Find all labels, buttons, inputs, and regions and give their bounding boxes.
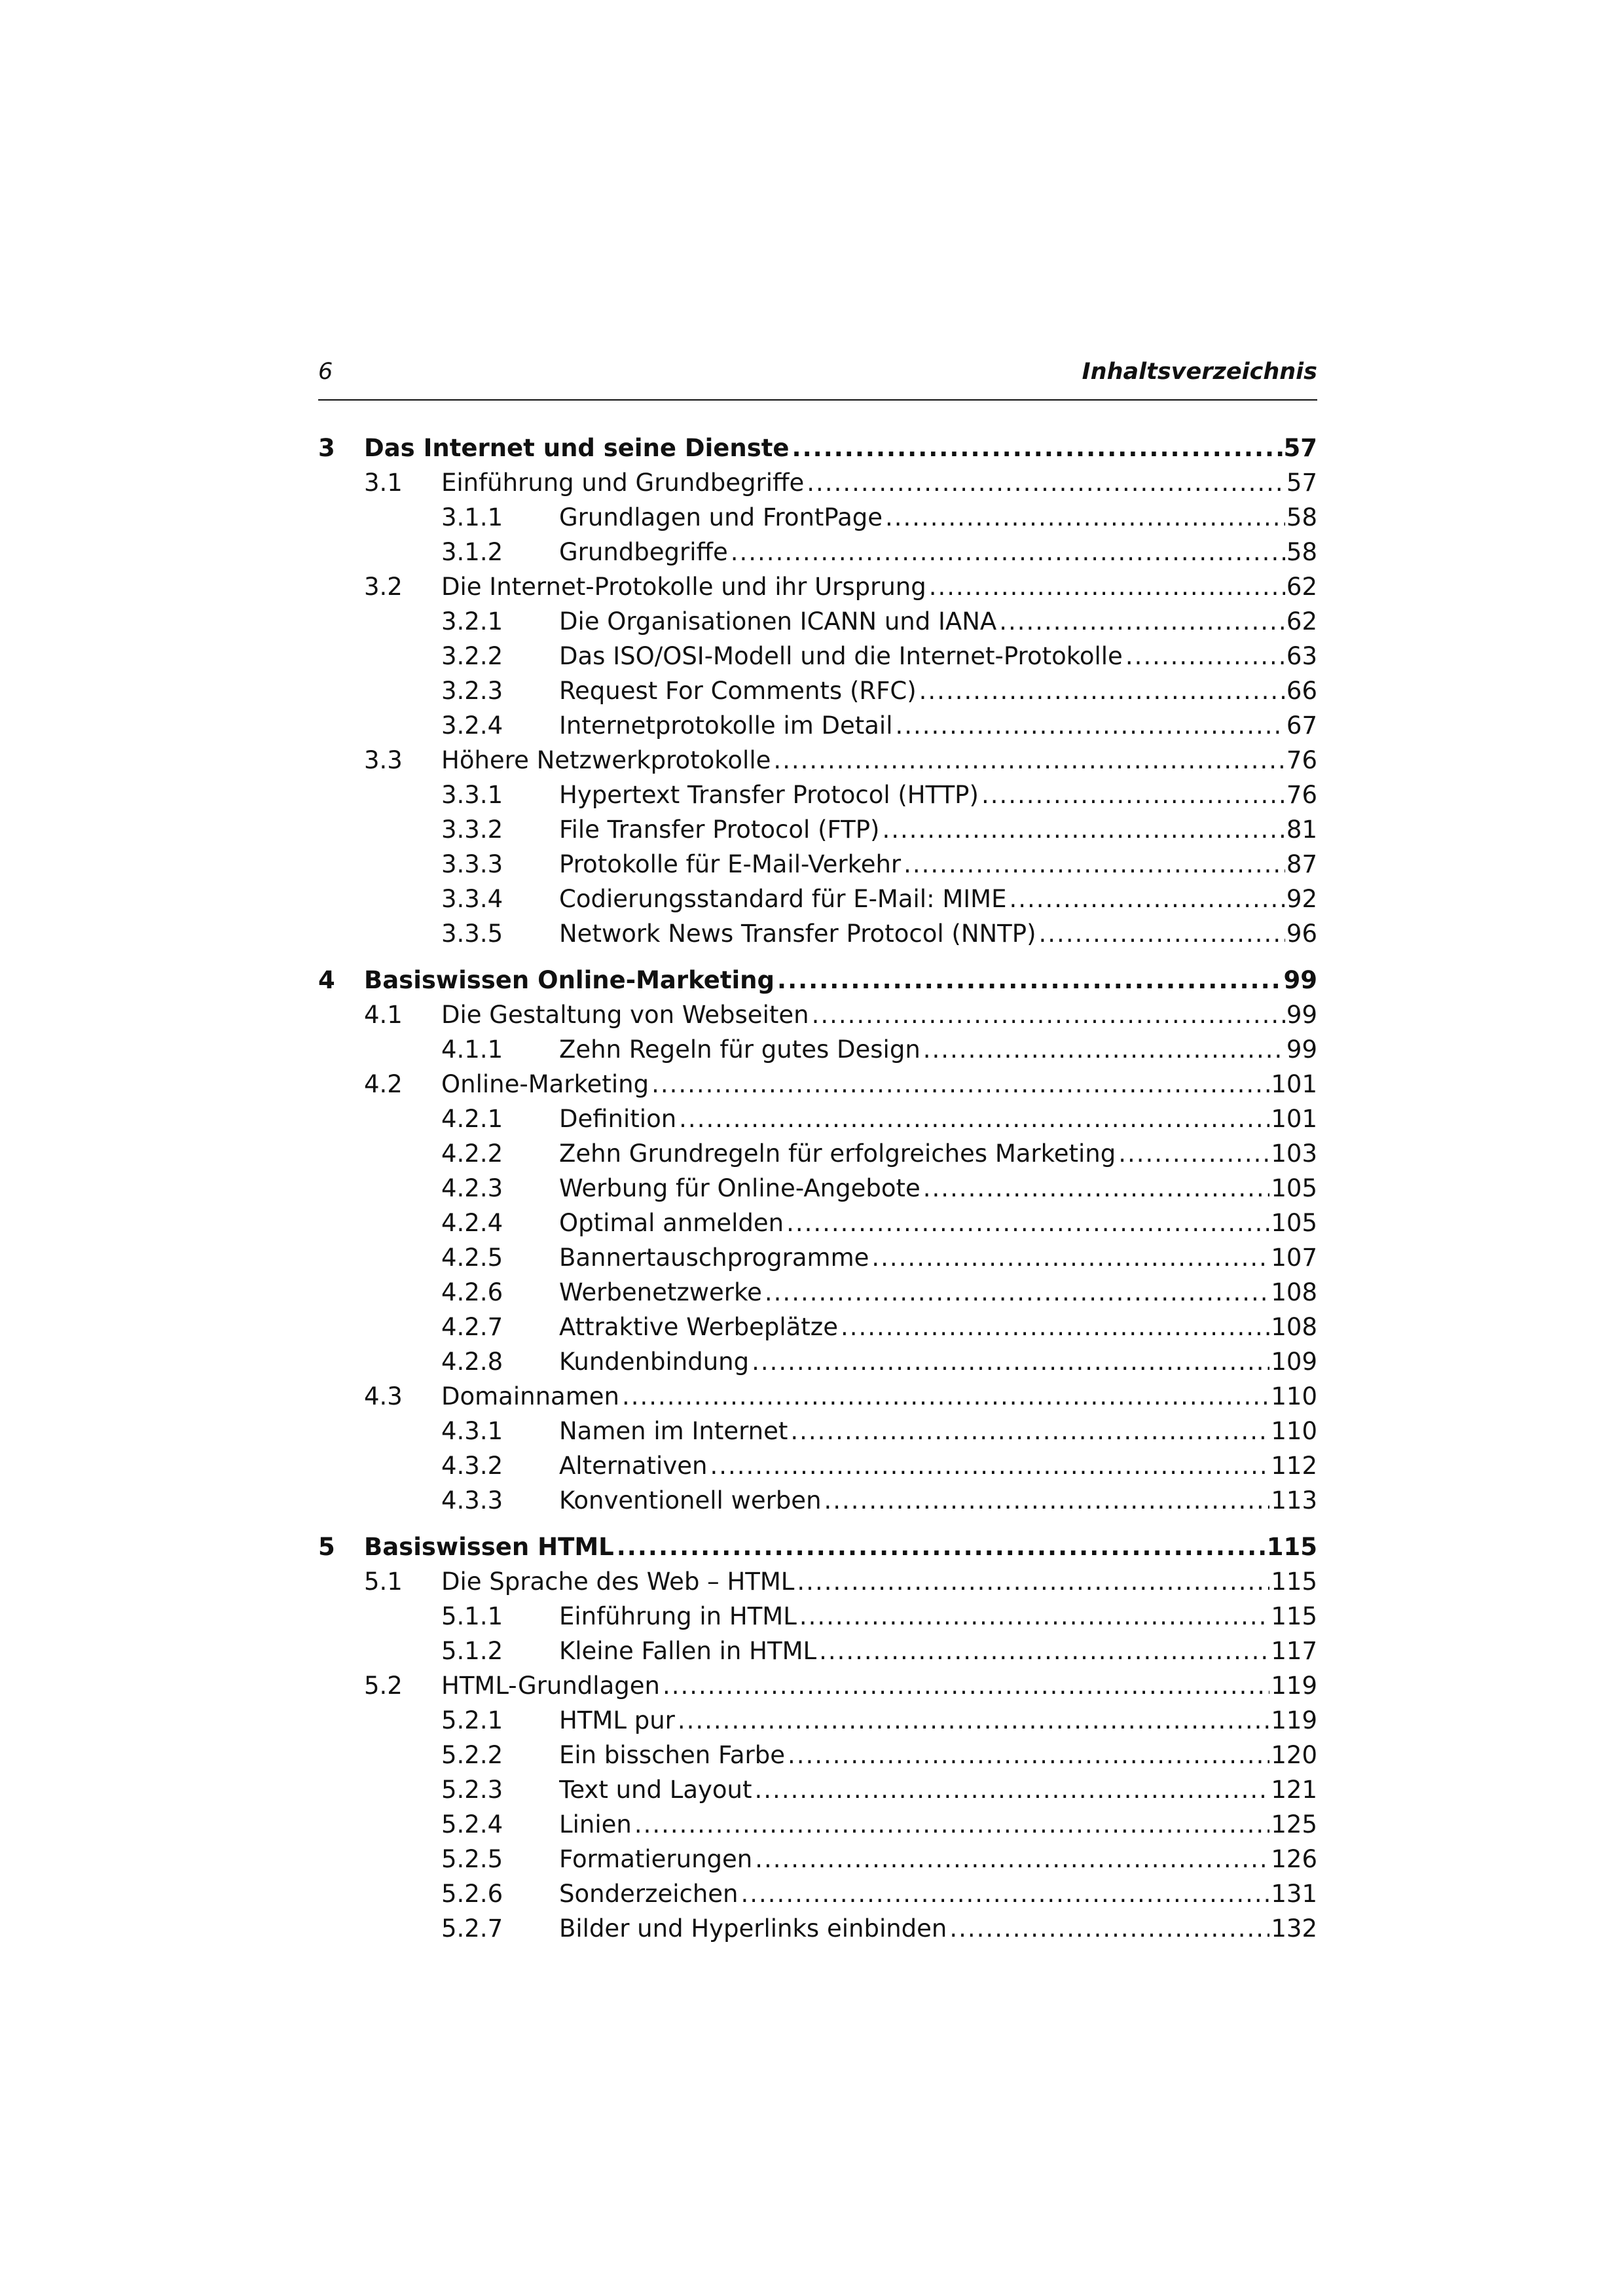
dot-leader [786, 1206, 1269, 1240]
toc-number: 3.2.1 [441, 607, 503, 636]
toc-title: Text und Layout [559, 1776, 752, 1804]
toc-subsection[interactable] [318, 1136, 1317, 1171]
toc-subsection[interactable] [318, 1414, 1317, 1448]
dot-leader [731, 535, 1285, 569]
toc-entry-line [559, 1876, 1317, 1911]
toc-entry-line [559, 1807, 1317, 1842]
toc-title: Kleine Fallen in HTML [559, 1637, 817, 1665]
toc-section[interactable] [318, 1668, 1317, 1703]
dot-leader [777, 963, 1282, 997]
toc-number: 3.3.4 [441, 885, 503, 913]
toc-page-number: 115 [1266, 1533, 1317, 1561]
dot-leader [752, 1344, 1269, 1379]
toc-page-number: 125 [1271, 1810, 1317, 1839]
toc-section[interactable] [318, 1379, 1317, 1414]
toc-title: Definition [559, 1105, 677, 1133]
toc-subsection[interactable] [318, 847, 1317, 882]
page-header [318, 359, 1317, 398]
dot-leader [819, 1634, 1269, 1668]
dot-leader [755, 1772, 1270, 1807]
toc-title: Werbenetzwerke [559, 1278, 762, 1306]
toc-page-number: 117 [1271, 1637, 1317, 1665]
toc-number: 4.2.3 [441, 1174, 503, 1202]
toc-number: 5.1.2 [441, 1637, 503, 1665]
toc-entry-line [559, 1448, 1317, 1483]
toc-section[interactable] [318, 569, 1317, 604]
toc-title: Alternativen [559, 1452, 708, 1480]
dot-leader [634, 1807, 1270, 1842]
toc-page-number: 92 [1286, 885, 1317, 913]
toc-page-number: 112 [1271, 1452, 1317, 1480]
toc-subsection[interactable] [318, 1876, 1317, 1911]
toc-subsection[interactable] [318, 1344, 1317, 1379]
toc-entry-line [559, 916, 1317, 951]
toc-page-number: 121 [1271, 1776, 1317, 1804]
toc-number: 4.1 [364, 1001, 403, 1029]
toc-page-number: 101 [1271, 1105, 1317, 1133]
toc-number: 3.1 [364, 469, 403, 497]
toc-entry-line [364, 1530, 1317, 1564]
toc-number: 4.2.7 [441, 1313, 503, 1341]
toc-entry-line [559, 500, 1317, 535]
toc-subsection[interactable] [318, 1310, 1317, 1344]
toc-page-number: 76 [1286, 781, 1317, 809]
toc-title: Basiswissen HTML [364, 1533, 614, 1561]
toc-entry-line [441, 1379, 1317, 1414]
toc-number: 4.1.1 [441, 1035, 503, 1064]
toc-title: Internetprotokolle im Detail [559, 711, 893, 740]
toc-page-number: 87 [1286, 850, 1317, 878]
toc-subsection[interactable] [318, 1703, 1317, 1738]
toc-title: Kundenbindung [559, 1348, 750, 1376]
toc-title: Optimal anmelden [559, 1209, 784, 1237]
toc-subsection[interactable] [318, 882, 1317, 916]
toc-section[interactable] [318, 1067, 1317, 1102]
toc-entry-line [559, 1171, 1317, 1206]
dot-leader [999, 604, 1285, 639]
toc-entry-line [559, 639, 1317, 673]
toc-page-number: 57 [1283, 434, 1317, 462]
dot-leader [765, 1275, 1269, 1310]
toc-entry-line [441, 1564, 1317, 1599]
dot-leader [679, 1102, 1269, 1136]
table-of-contents [318, 431, 1317, 1946]
toc-number: 5.2.7 [441, 1914, 503, 1943]
dot-leader [923, 1171, 1270, 1206]
toc-number: 5.2.4 [441, 1810, 503, 1839]
toc-title: Linien [559, 1810, 632, 1839]
toc-entry-line [559, 812, 1317, 847]
dot-leader [883, 812, 1285, 847]
toc-page-number: 119 [1271, 1672, 1317, 1700]
toc-number: 3.1.2 [441, 538, 503, 566]
dot-leader [741, 1876, 1270, 1911]
toc-subsection[interactable] [318, 1807, 1317, 1842]
dot-leader [923, 1032, 1285, 1067]
toc-title: Bannertauschprogramme [559, 1244, 869, 1272]
toc-subsection[interactable] [318, 1634, 1317, 1668]
toc-subsection[interactable] [318, 916, 1317, 951]
toc-number: 3.2 [364, 573, 403, 601]
toc-number: 5 [318, 1533, 335, 1561]
toc-section[interactable] [318, 1564, 1317, 1599]
toc-subsection[interactable] [318, 778, 1317, 812]
toc-entry-line [559, 1634, 1317, 1668]
toc-entry-line [559, 778, 1317, 812]
toc-number: 5.1.1 [441, 1602, 503, 1630]
toc-number: 3.3.5 [441, 920, 503, 948]
dot-leader [755, 1842, 1269, 1876]
toc-subsection[interactable] [318, 1171, 1317, 1206]
toc-subsection[interactable] [318, 1448, 1317, 1483]
toc-page-number: 58 [1286, 538, 1317, 566]
toc-page-number: 57 [1286, 469, 1317, 497]
dot-leader [1009, 882, 1285, 916]
toc-page-number: 101 [1271, 1070, 1317, 1098]
dot-leader [1039, 916, 1285, 951]
toc-title: Ein bisschen Farbe [559, 1741, 785, 1769]
toc-page-number: 58 [1286, 503, 1317, 531]
toc-subsection[interactable] [318, 1102, 1317, 1136]
toc-entry-line [559, 1344, 1317, 1379]
toc-entry-line [441, 569, 1317, 604]
toc-page-number: 107 [1271, 1244, 1317, 1272]
dot-leader [678, 1703, 1270, 1738]
toc-subsection[interactable] [318, 1206, 1317, 1240]
toc-number: 4.2.2 [441, 1139, 503, 1168]
toc-title: Bilder und Hyperlinks einbinden [559, 1914, 947, 1943]
dot-leader [773, 743, 1285, 778]
toc-entry-line [441, 743, 1317, 778]
toc-page-number: 103 [1271, 1139, 1317, 1168]
toc-entry-line [559, 1414, 1317, 1448]
toc-title: Attraktive Werbeplätze [559, 1313, 838, 1341]
toc-chapter[interactable] [318, 963, 1317, 997]
toc-title: Codierungsstandard für E-Mail: MIME [559, 885, 1007, 913]
toc-title: Einführung in HTML [559, 1602, 797, 1630]
dot-leader [885, 500, 1285, 535]
toc-page-number: 62 [1286, 573, 1317, 601]
toc-page-number: 132 [1271, 1914, 1317, 1943]
toc-subsection[interactable] [318, 535, 1317, 569]
toc-section[interactable] [318, 743, 1317, 778]
toc-title: Konventionell werben [559, 1486, 822, 1515]
toc-page-number: 99 [1286, 1035, 1317, 1064]
toc-subsection[interactable] [318, 1599, 1317, 1634]
dot-leader [799, 1599, 1270, 1634]
toc-page-number: 113 [1271, 1486, 1317, 1515]
toc-entry-line [559, 1599, 1317, 1634]
toc-subsection[interactable] [318, 639, 1317, 673]
dot-leader [919, 673, 1285, 708]
toc-subsection[interactable] [318, 1240, 1317, 1275]
dot-leader [617, 1530, 1266, 1564]
toc-entry-line [559, 708, 1317, 743]
toc-entry-line [559, 1102, 1317, 1136]
dot-leader [651, 1067, 1269, 1102]
toc-page-number: 81 [1286, 816, 1317, 844]
toc-page-number: 131 [1271, 1880, 1317, 1908]
toc-title: Protokolle für E-Mail-Verkehr [559, 850, 902, 878]
toc-chapter[interactable] [318, 1530, 1317, 1564]
toc-entry-line [559, 882, 1317, 916]
toc-page-number: 67 [1286, 711, 1317, 740]
toc-subsection[interactable] [318, 500, 1317, 535]
toc-number: 3.1.1 [441, 503, 503, 531]
toc-page-number: 109 [1271, 1348, 1317, 1376]
toc-number: 4 [318, 966, 335, 994]
header-rule [318, 399, 1317, 401]
toc-number: 3.3.1 [441, 781, 503, 809]
toc-number: 5.1 [364, 1568, 403, 1596]
toc-page-number: 63 [1286, 642, 1317, 670]
toc-entry-line [559, 535, 1317, 569]
toc-entry-line [364, 963, 1317, 997]
toc-number: 3.3.3 [441, 850, 503, 878]
toc-number: 4.2.5 [441, 1244, 503, 1272]
toc-title: Die Internet-Protokolle und ihr Ursprung [441, 573, 926, 601]
toc-subsection[interactable] [318, 708, 1317, 743]
toc-title: HTML-Grundlagen [441, 1672, 660, 1700]
toc-page-number: 115 [1271, 1568, 1317, 1596]
toc-title: Zehn Regeln für gutes Design [559, 1035, 921, 1064]
toc-section[interactable] [318, 465, 1317, 500]
toc-page-number: 76 [1286, 746, 1317, 774]
toc-title: Hypertext Transfer Protocol (HTTP) [559, 781, 979, 809]
toc-number: 3.3.2 [441, 816, 503, 844]
toc-number: 5.2.6 [441, 1880, 503, 1908]
toc-title: Das Internet und seine Dienste [364, 434, 790, 462]
dot-leader [797, 1564, 1269, 1599]
toc-entry-line [559, 1483, 1317, 1518]
toc-entry-line [559, 1310, 1317, 1344]
toc-number: 4.2.1 [441, 1105, 503, 1133]
toc-title: Request For Comments (RFC) [559, 677, 917, 705]
toc-entry-line [559, 673, 1317, 708]
toc-title: Network News Transfer Protocol (NNTP) [559, 920, 1036, 948]
toc-title: HTML pur [559, 1706, 675, 1734]
toc-entry-line [559, 1842, 1317, 1876]
dot-leader [981, 778, 1285, 812]
toc-page-number: 99 [1286, 1001, 1317, 1029]
dot-leader [1125, 639, 1285, 673]
dot-leader [896, 708, 1285, 743]
toc-entry-line [559, 1032, 1317, 1067]
toc-number: 4.3.2 [441, 1452, 503, 1480]
toc-title: File Transfer Protocol (FTP) [559, 816, 880, 844]
toc-section[interactable] [318, 997, 1317, 1032]
toc-title: Die Sprache des Web – HTML [441, 1568, 795, 1596]
dot-leader [1118, 1136, 1269, 1171]
dot-leader [792, 431, 1283, 465]
running-title: Inhaltsverzeichnis [1082, 359, 1317, 385]
toc-entry-line [559, 1738, 1317, 1772]
toc-page-number: 120 [1271, 1741, 1317, 1769]
dot-leader [807, 465, 1285, 500]
dot-leader [710, 1448, 1269, 1483]
dot-leader [788, 1738, 1269, 1772]
toc-subsection[interactable] [318, 1032, 1317, 1067]
dot-leader [824, 1483, 1270, 1518]
toc-entry-line [559, 1703, 1317, 1738]
toc-subsection[interactable] [318, 1738, 1317, 1772]
toc-page-number: 108 [1271, 1278, 1317, 1306]
dot-leader [871, 1240, 1269, 1275]
toc-entry-line [559, 604, 1317, 639]
dot-leader [949, 1911, 1269, 1946]
toc-number: 3.2.4 [441, 711, 503, 740]
toc-page-number: 66 [1286, 677, 1317, 705]
toc-title: Die Gestaltung von Webseiten [441, 1001, 809, 1029]
toc-page-number: 105 [1271, 1209, 1317, 1237]
toc-title: Domainnamen [441, 1382, 619, 1410]
toc-entry-line [559, 1136, 1317, 1171]
toc-title: Die Organisationen ICANN und IANA [559, 607, 997, 636]
toc-entry-line [559, 1275, 1317, 1310]
toc-number: 3.2.2 [441, 642, 503, 670]
toc-number: 4.3.1 [441, 1417, 503, 1445]
toc-subsection[interactable] [318, 1842, 1317, 1876]
toc-title: Zehn Grundregeln für erfolgreiches Marketing [559, 1139, 1116, 1168]
toc-number: 4.3 [364, 1382, 403, 1410]
toc-title: Formatierungen [559, 1845, 753, 1873]
toc-entry-line [559, 1911, 1317, 1946]
toc-title: Grundbegriffe [559, 538, 728, 566]
toc-number: 5.2.1 [441, 1706, 503, 1734]
toc-number: 4.2 [364, 1070, 403, 1098]
toc-page-number: 99 [1283, 966, 1317, 994]
toc-entry-line [559, 1772, 1317, 1807]
toc-subsection[interactable] [318, 604, 1317, 639]
toc-number: 3 [318, 434, 335, 462]
toc-title: Das ISO/OSI-Modell und die Internet-Protokolle [559, 642, 1123, 670]
toc-entry-line [559, 1206, 1317, 1240]
dot-leader [903, 847, 1285, 882]
dot-leader [790, 1414, 1269, 1448]
toc-page-number: 115 [1271, 1602, 1317, 1630]
toc-page-number: 105 [1271, 1174, 1317, 1202]
toc-subsection[interactable] [318, 673, 1317, 708]
toc-title: Grundlagen und FrontPage [559, 503, 883, 531]
toc-page-number: 96 [1286, 920, 1317, 948]
toc-subsection[interactable] [318, 1772, 1317, 1807]
dot-leader [812, 997, 1285, 1032]
toc-entry-line [441, 1067, 1317, 1102]
dot-leader [663, 1668, 1269, 1703]
toc-entry-line [559, 1240, 1317, 1275]
toc-title: Einführung und Grundbegriffe [441, 469, 805, 497]
toc-entry-line [364, 431, 1317, 465]
toc-number: 5.2.3 [441, 1776, 503, 1804]
toc-number: 4.2.4 [441, 1209, 503, 1237]
toc-number: 4.3.3 [441, 1486, 503, 1515]
page-number: 6 [318, 359, 333, 385]
toc-subsection[interactable] [318, 1275, 1317, 1310]
toc-subsection[interactable] [318, 1911, 1317, 1946]
toc-title: Sonderzeichen [559, 1880, 739, 1908]
toc-number: 3.2.3 [441, 677, 503, 705]
toc-entry-line [441, 997, 1317, 1032]
toc-number: 5.2.5 [441, 1845, 503, 1873]
dot-leader [841, 1310, 1269, 1344]
toc-number: 3.3 [364, 746, 403, 774]
toc-number: 5.2 [364, 1672, 403, 1700]
toc-title: Werbung für Online-Angebote [559, 1174, 921, 1202]
toc-subsection[interactable] [318, 1483, 1317, 1518]
toc-page-number: 62 [1286, 607, 1317, 636]
toc-number: 5.2.2 [441, 1741, 503, 1769]
dot-leader [622, 1379, 1269, 1414]
toc-page-number: 110 [1271, 1417, 1317, 1445]
toc-page-number: 126 [1271, 1845, 1317, 1873]
toc-title: Basiswissen Online-Marketing [364, 966, 775, 994]
toc-subsection[interactable] [318, 812, 1317, 847]
toc-title: Online-Marketing [441, 1070, 649, 1098]
toc-chapter[interactable] [318, 431, 1317, 465]
toc-number: 4.2.6 [441, 1278, 503, 1306]
toc-page-number: 110 [1271, 1382, 1317, 1410]
toc-entry-line [441, 465, 1317, 500]
dot-leader [929, 569, 1285, 604]
toc-title: Höhere Netzwerkprotokolle [441, 746, 771, 774]
toc-page-number: 108 [1271, 1313, 1317, 1341]
toc-title: Namen im Internet [559, 1417, 788, 1445]
toc-entry-line [441, 1668, 1317, 1703]
toc-number: 4.2.8 [441, 1348, 503, 1376]
toc-page-number: 119 [1271, 1706, 1317, 1734]
toc-entry-line [559, 847, 1317, 882]
